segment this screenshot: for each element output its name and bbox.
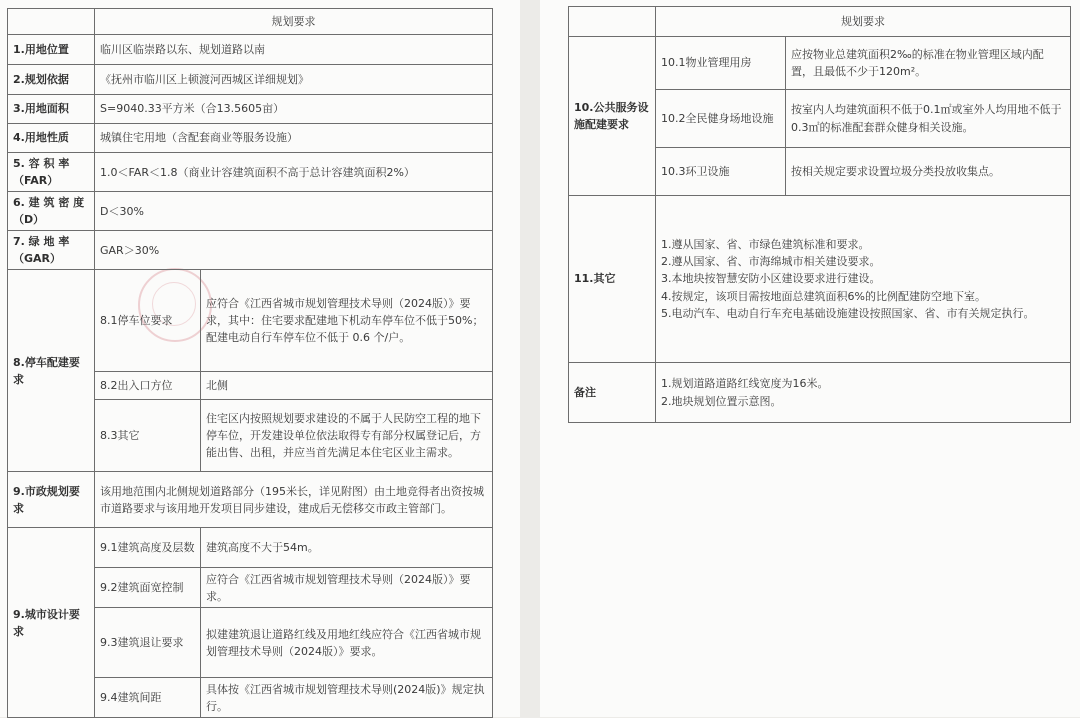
table-header: 规划要求	[95, 9, 493, 35]
other-line: 5.电动汽车、电动自行车充电基础设施建设按照国家、省、市有关规定执行。	[661, 306, 1035, 320]
table-header: 规划要求	[656, 7, 1071, 37]
remarks-content	[656, 363, 1071, 423]
row-value: 《抚州市临川区上顿渡河西城区详细规划》	[95, 65, 493, 95]
other-content	[656, 196, 1071, 363]
sub-value: 应符合《江西省城市规划管理技术导则（2024版）》要求。	[201, 568, 493, 608]
row-value: 临川区临崇路以东、规划道路以南	[95, 35, 493, 65]
sub-label: 8.2出入口方位	[95, 372, 201, 400]
row-label: 1.用地位置	[8, 35, 95, 65]
remarks-line: 1.规划道路道路红线宽度为16米。	[661, 377, 829, 391]
urban-design-label: 9.城市设计要求	[8, 528, 95, 718]
sub-label: 9.3建筑退让要求	[95, 608, 201, 678]
other-line: 1.遵从国家、省、市绿色建筑标准和要求。	[661, 238, 870, 252]
remarks-label: 备注	[569, 363, 656, 423]
public-facilities-label: 10.公共服务设施配建要求	[569, 37, 656, 196]
row-value: 1.0＜FAR＜1.8（商业计容建筑面积不高于总计容建筑面积2%）	[95, 153, 493, 192]
row-label: 7. 绿 地 率（GAR）	[8, 231, 95, 270]
sub-value: 具体按《江西省城市规划管理技术导则(2024版)》规定执行。	[201, 678, 493, 718]
sub-value: 按室内人均建筑面积不低于0.1㎡或室外人均用地不低于0.3㎡的标准配套群众健身相关设施。	[786, 90, 1071, 148]
sub-label: 8.1停车位要求	[95, 270, 201, 372]
row-label: 5. 容 积 率（FAR）	[8, 153, 95, 192]
sub-value: 应符合《江西省城市规划管理技术导则（2024版）》要求，其中：住宅要求配建地下机动车停车位不低于50%；配建电动自行车停车位不低于 0.6 个/户。	[201, 270, 493, 372]
table-header-empty	[569, 7, 656, 37]
row-label: 3.用地面积	[8, 95, 95, 124]
row-value: S=9040.33平方米（合13.5605亩）	[95, 95, 493, 124]
planning-requirements-table-left	[7, 8, 493, 718]
other-line: 2.遵从国家、省、市海绵城市相关建设要求。	[661, 255, 881, 269]
sub-value: 按相关规定要求设置垃圾分类投放收集点。	[786, 148, 1071, 196]
sub-value: 拟建建筑退让道路红线及用地红线应符合《江西省城市规划管理技术导则（2024版）》要求。	[201, 608, 493, 678]
other-line: 4.按规定，该项目需按地面总建筑面积6%的比例配建防空地下室。	[661, 289, 986, 303]
sub-label: 9.2建筑面宽控制	[95, 568, 201, 608]
sub-label: 9.4建筑间距	[95, 678, 201, 718]
row-value: GAR＞30%	[95, 231, 493, 270]
sub-label: 9.1建筑高度及层数	[95, 528, 201, 568]
sub-label: 10.1物业管理用房	[656, 37, 786, 90]
sub-label: 10.3环卫设施	[656, 148, 786, 196]
sub-value: 北侧	[201, 372, 493, 400]
sub-label: 8.3其它	[95, 400, 201, 472]
sub-label: 10.2全民健身场地设施	[656, 90, 786, 148]
planning-requirements-table-right	[568, 6, 1071, 423]
row-label: 4.用地性质	[8, 124, 95, 153]
other-label: 11.其它	[569, 196, 656, 363]
row-label: 2.规划依据	[8, 65, 95, 95]
parking-label: 8.停车配建要求	[8, 270, 95, 472]
sub-value: 建筑高度不大于54m。	[201, 528, 493, 568]
table-header-empty	[8, 9, 95, 35]
row-value: D＜30%	[95, 192, 493, 231]
sub-value: 住宅区内按照规划要求建设的不属于人民防空工程的地下停车位，开发建设单位依法取得专有部分权属登记后，方能出售、出租，并应当首先满足本住宅区业主需求。	[201, 400, 493, 472]
other-line: 3.本地块按智慧安防小区建设要求进行建设。	[661, 272, 881, 286]
row-value: 城镇住宅用地（含配套商业等服务设施）	[95, 124, 493, 153]
municipal-label: 9.市政规划要求	[8, 472, 95, 528]
row-label: 6. 建 筑 密 度（D）	[8, 192, 95, 231]
municipal-value: 该用地范围内北侧规划道路部分（195米长，详见附图）由土地竞得者出资按城市道路要求与该用地开发项目同步建设，建成后无偿移交市政主管部门。	[95, 472, 493, 528]
sub-value: 应按物业总建筑面积2‰的标准在物业管理区域内配置，且最低不少于120m²。	[786, 37, 1071, 90]
remarks-line: 2.地块规划位置示意图。	[661, 394, 782, 408]
